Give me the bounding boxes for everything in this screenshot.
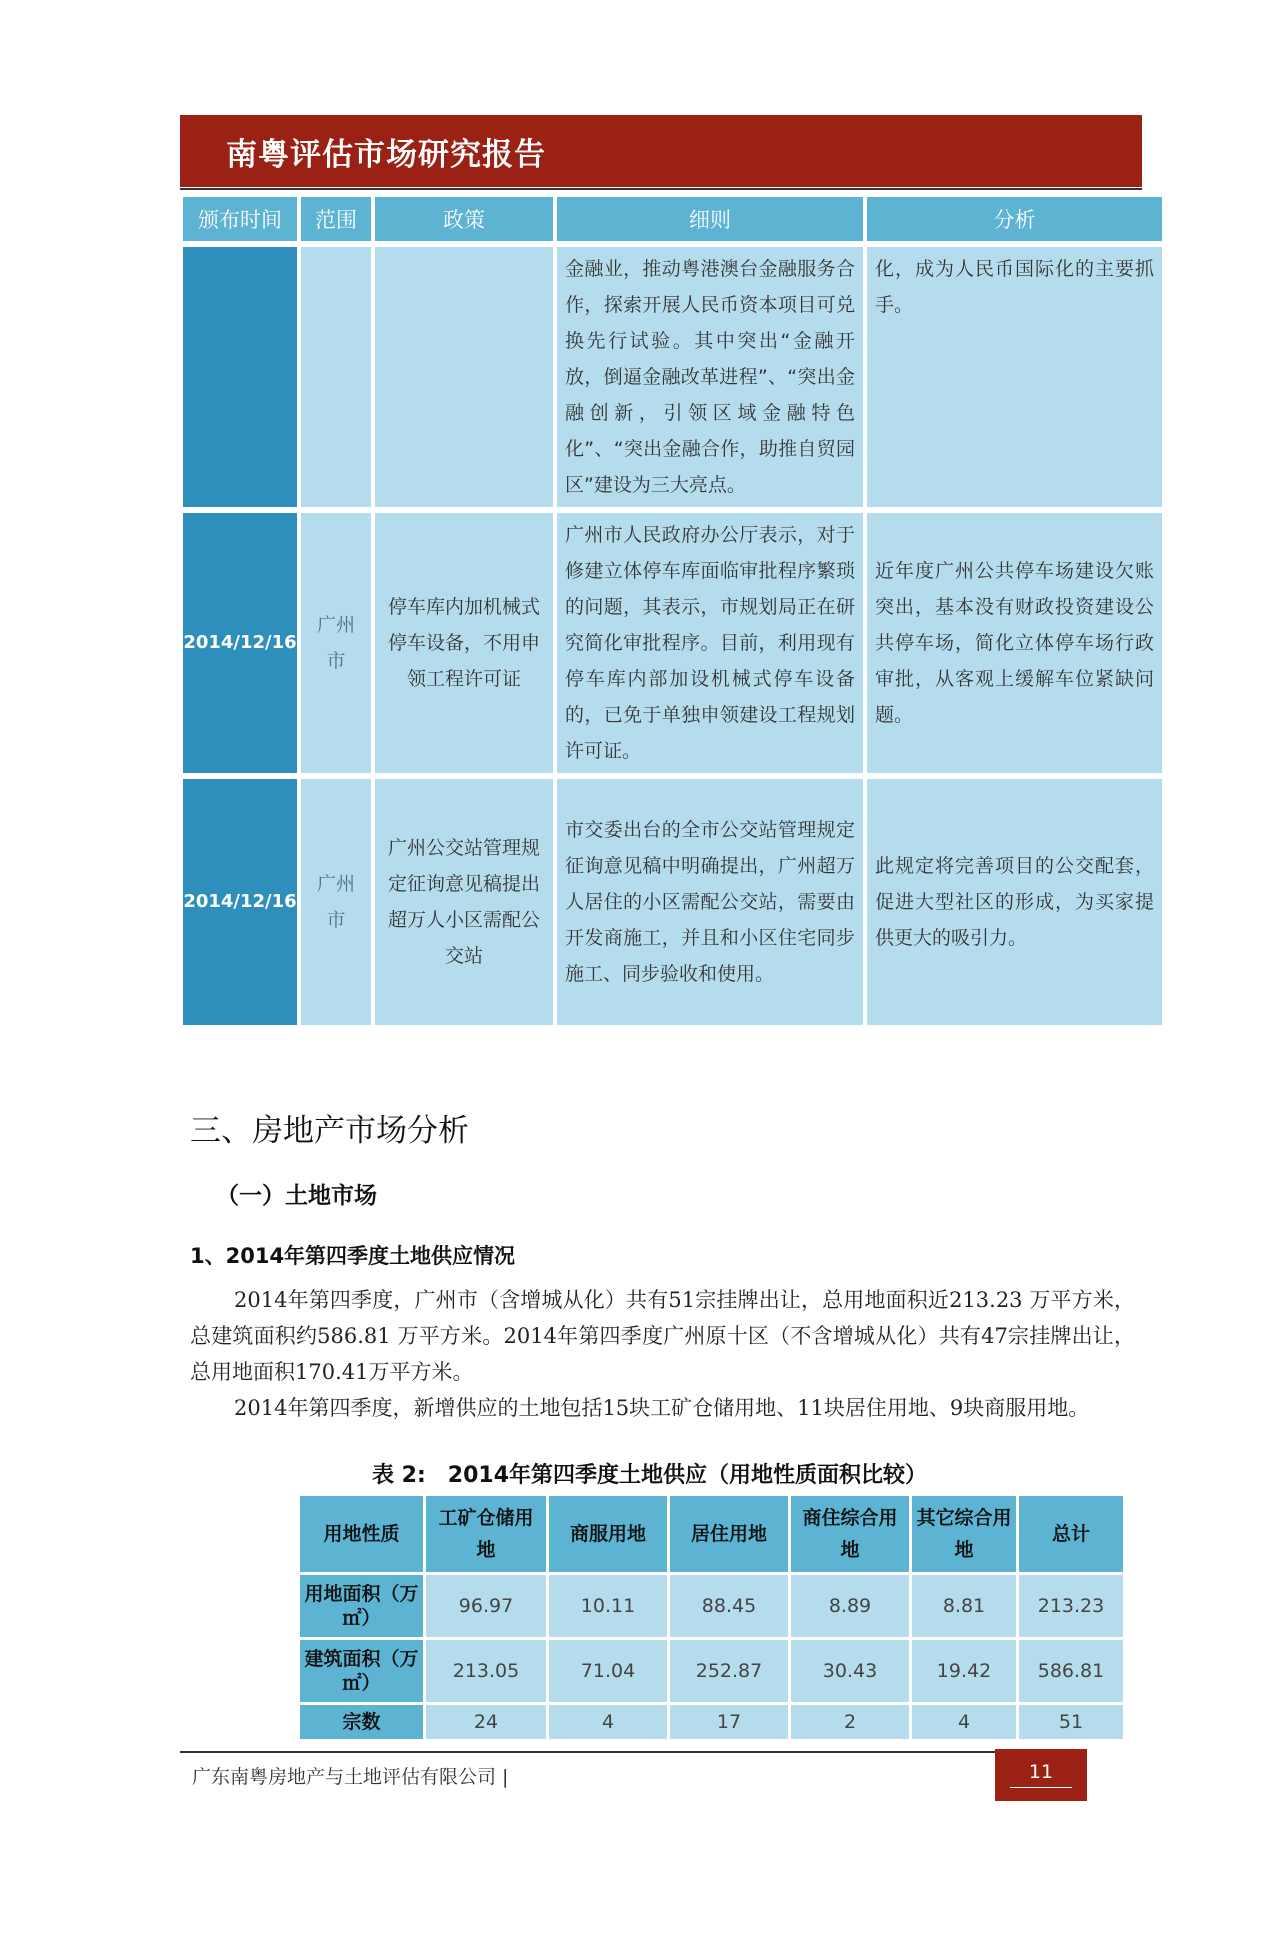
cell-value: 19.42 [912, 1640, 1016, 1702]
row-scope: 广州市 [301, 779, 371, 1025]
subsection-heading: （一）土地市场 [216, 1182, 377, 1209]
row-detail: 广州市人民政府办公厅表示，对于修建立体停车库面临审批程序繁琐的问题，其表示，市规划局正在研究简化审批程序。目前，利用现有停车库内部加设机械式停车设备的，已免于单独申领建设工程规划许可证。 [557, 513, 863, 773]
row-label: 用地面积（万㎡） [300, 1575, 423, 1637]
cell-value: 252.87 [670, 1640, 788, 1702]
page-number-box [995, 1749, 1087, 1801]
table-row [183, 247, 1162, 507]
row-date [183, 247, 297, 507]
row-date: 2014/12/16 [183, 513, 297, 773]
land-table-header [300, 1496, 1123, 1572]
footer-company: 广东南粤房地产与土地评估有限公司 | [192, 1766, 509, 1788]
paragraph-supply-types: 2014年第四季度，新增供应的土地包括15块工矿仓储用地、11块居住用地、9块商服用地。 [234, 1396, 1090, 1420]
cell-value: 8.89 [791, 1575, 909, 1637]
cell-value: 10.11 [549, 1575, 667, 1637]
report-banner [180, 115, 1142, 187]
col-header-scope: 范围 [301, 197, 371, 241]
policy-table [179, 191, 1166, 1031]
table-row [183, 513, 1162, 773]
col-header-analysis: 分析 [867, 197, 1162, 241]
col-header-land-use: 用地性质 [300, 1496, 423, 1572]
col-header-detail: 细则 [557, 197, 863, 241]
table-row [300, 1640, 1123, 1702]
col-header-industrial: 工矿仓储用地 [426, 1496, 546, 1572]
cell-value: 8.81 [912, 1575, 1016, 1637]
cell-value: 213.23 [1019, 1575, 1123, 1637]
col-header-date: 颁布时间 [183, 197, 297, 241]
cell-value: 88.45 [670, 1575, 788, 1637]
row-scope [301, 247, 371, 507]
row-policy: 广州公交站管理规定征询意见稿提出超万人小区需配公交站 [375, 779, 553, 1025]
row-analysis: 此规定将完善项目的公交配套，促进大型社区的形成，为买家提供更大的吸引力。 [867, 779, 1162, 1025]
section-heading: 三、房地产市场分析 [190, 1113, 469, 1149]
row-policy [375, 247, 553, 507]
cell-value: 17 [670, 1705, 788, 1739]
cell-value: 51 [1019, 1705, 1123, 1739]
row-detail: 金融业，推动粤港澳台金融服务合作，探索开展人民币资本项目可兑换先行试验。其中突出“金融开放，倒逼金融改革进程”、“突出金融创新，引领区域金融特色化”、“突出金融合作，助推自贸园区”建设为三大亮点。 [557, 247, 863, 507]
table-row [300, 1575, 1123, 1637]
col-header-commercial: 商服用地 [549, 1496, 667, 1572]
banner-divider [180, 188, 1142, 190]
footer-divider [180, 1751, 1065, 1753]
cell-value: 586.81 [1019, 1640, 1123, 1702]
col-header-other: 其它综合用地 [912, 1496, 1016, 1572]
row-scope: 广州市 [301, 513, 371, 773]
cell-value: 4 [549, 1705, 667, 1739]
col-header-mixed: 商住综合用地 [791, 1496, 909, 1572]
row-analysis: 化，成为人民币国际化的主要抓手。 [867, 247, 1162, 507]
policy-table-header [183, 197, 1162, 241]
row-label: 建筑面积（万㎡） [300, 1640, 423, 1702]
paragraph-supply-summary: 2014年第四季度，广州市（含增城从化）共有51宗挂牌出让，总用地面积近213.23 万平方米，总建筑面积约586.81 万平方米。2014年第四季度广州原十区（不含增城从化）共有47宗挂牌出让，总用地面积170.41万平方米。 [190, 1288, 1135, 1384]
page-number-underline [1010, 1787, 1072, 1788]
land-supply-table [297, 1493, 1126, 1742]
cell-value: 213.05 [426, 1640, 546, 1702]
cell-value: 96.97 [426, 1575, 546, 1637]
cell-value: 71.04 [549, 1640, 667, 1702]
row-analysis: 近年度广州公共停车场建设欠账突出，基本没有财政投资建设公共停车场，简化立体停车场行政审批，从客观上缓解车位紧缺问题。 [867, 513, 1162, 773]
row-policy: 停车库内加机械式停车设备，不用申领工程许可证 [375, 513, 553, 773]
row-label: 宗数 [300, 1705, 423, 1739]
table-caption: 表 2: 2014年第四季度土地供应（用地性质面积比较） [372, 1463, 927, 1488]
item-heading: 1、2014年第四季度土地供应情况 [190, 1244, 516, 1268]
col-header-residential: 居住用地 [670, 1496, 788, 1572]
report-title: 南粤评估市场研究报告 [226, 137, 546, 173]
cell-value: 30.43 [791, 1640, 909, 1702]
page-number: 11 [1028, 1761, 1054, 1783]
table-row [183, 779, 1162, 1025]
cell-value: 4 [912, 1705, 1016, 1739]
table-row [300, 1705, 1123, 1739]
cell-value: 2 [791, 1705, 909, 1739]
col-header-policy: 政策 [375, 197, 553, 241]
col-header-total: 总计 [1019, 1496, 1123, 1572]
row-date: 2014/12/16 [183, 779, 297, 1025]
row-detail: 市交委出台的全市公交站管理规定征询意见稿中明确提出，广州超万人居住的小区需配公交站，需要由开发商施工，并且和小区住宅同步施工、同步验收和使用。 [557, 779, 863, 1025]
cell-value: 24 [426, 1705, 546, 1739]
